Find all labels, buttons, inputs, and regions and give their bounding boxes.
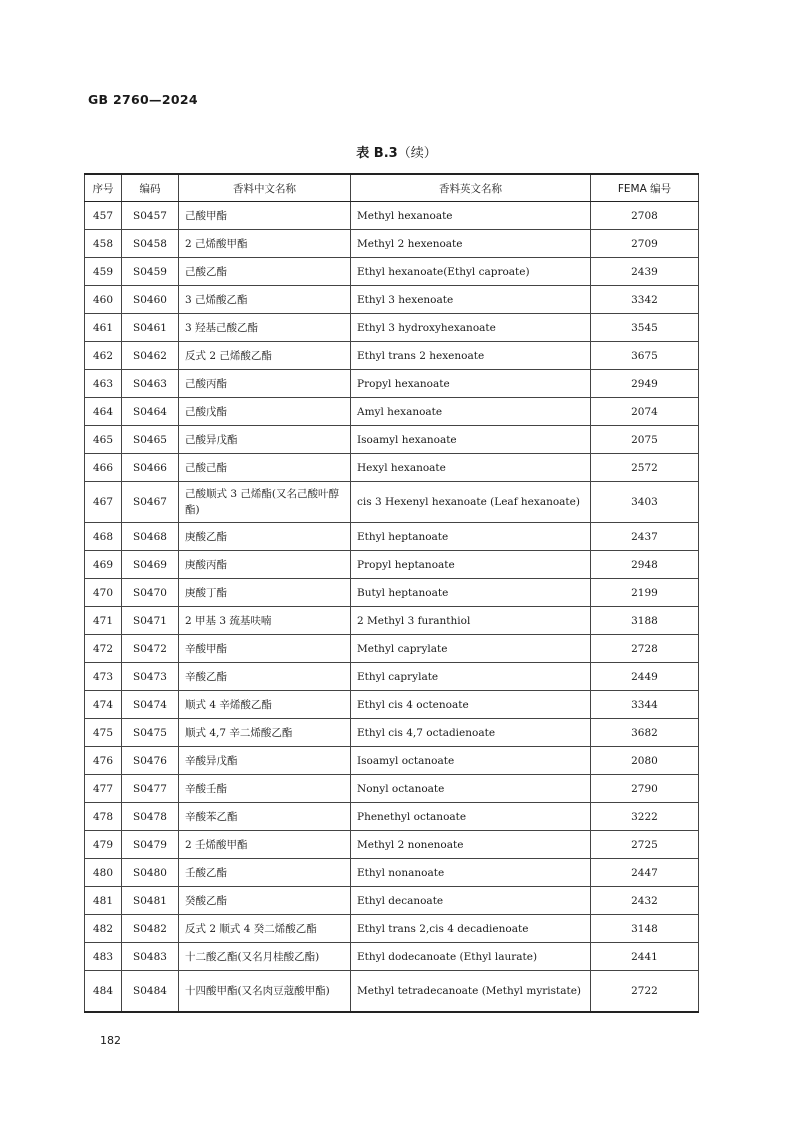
cell-serial: 459 — [85, 258, 122, 286]
cell-serial: 479 — [85, 831, 122, 859]
cell-fema-number: 3222 — [591, 803, 699, 831]
cell-fema-number: 2199 — [591, 579, 699, 607]
cell-english-name: Isoamyl hexanoate — [351, 426, 591, 454]
cell-serial: 484 — [85, 971, 122, 1013]
cell-chinese-name: 壬酸乙酯 — [179, 859, 351, 887]
cell-chinese-name: 辛酸异戊酯 — [179, 747, 351, 775]
cell-english-name: Ethyl trans 2 hexenoate — [351, 342, 591, 370]
cell-english-name: Ethyl dodecanoate (Ethyl laurate) — [351, 943, 591, 971]
cell-english-name: Ethyl nonanoate — [351, 859, 591, 887]
cell-english-name: Butyl heptanoate — [351, 579, 591, 607]
cell-serial: 477 — [85, 775, 122, 803]
cell-serial: 481 — [85, 887, 122, 915]
cell-english-name: Nonyl octanoate — [351, 775, 591, 803]
cell-english-name: cis 3 Hexenyl hexanoate (Leaf hexanoate) — [351, 482, 591, 523]
cell-english-name: Propyl heptanoate — [351, 551, 591, 579]
table-row — [85, 370, 699, 398]
table-row — [85, 482, 699, 523]
cell-code: S0477 — [122, 775, 179, 803]
cell-fema-number: 2722 — [591, 971, 699, 1013]
cell-code: S0483 — [122, 943, 179, 971]
cell-code: S0464 — [122, 398, 179, 426]
cell-fema-number: 2074 — [591, 398, 699, 426]
cell-english-name: Amyl hexanoate — [351, 398, 591, 426]
cell-chinese-name: 反式 2 顺式 4 癸二烯酸乙酯 — [179, 915, 351, 943]
cell-english-name: Hexyl hexanoate — [351, 454, 591, 482]
cell-fema-number: 2447 — [591, 859, 699, 887]
cell-serial: 457 — [85, 202, 122, 230]
cell-english-name: Methyl caprylate — [351, 635, 591, 663]
cell-english-name: 2 Methyl 3 furanthiol — [351, 607, 591, 635]
cell-serial: 465 — [85, 426, 122, 454]
table-header-row — [85, 174, 699, 202]
cell-code: S0461 — [122, 314, 179, 342]
cell-code: S0467 — [122, 482, 179, 523]
table-row — [85, 551, 699, 579]
cell-serial: 463 — [85, 370, 122, 398]
cell-chinese-name: 顺式 4 辛烯酸乙酯 — [179, 691, 351, 719]
cell-fema-number: 3675 — [591, 342, 699, 370]
table-row — [85, 859, 699, 887]
cell-code: S0470 — [122, 579, 179, 607]
cell-code: S0478 — [122, 803, 179, 831]
cell-english-name: Methyl 2 hexenoate — [351, 230, 591, 258]
cell-chinese-name: 己酸异戊酯 — [179, 426, 351, 454]
flavor-table — [84, 173, 699, 1013]
cell-fema-number: 2432 — [591, 887, 699, 915]
cell-fema-number: 2075 — [591, 426, 699, 454]
table-row — [85, 230, 699, 258]
cell-english-name: Ethyl heptanoate — [351, 523, 591, 551]
cell-code: S0460 — [122, 286, 179, 314]
table-continued-note: （续） — [397, 146, 437, 161]
cell-chinese-name: 2 己烯酸甲酯 — [179, 230, 351, 258]
cell-code: S0473 — [122, 663, 179, 691]
cell-fema-number: 2441 — [591, 943, 699, 971]
cell-chinese-name: 己酸乙酯 — [179, 258, 351, 286]
cell-serial: 470 — [85, 579, 122, 607]
table-title-text: 表 B.3 — [356, 146, 398, 161]
cell-english-name: Ethyl trans 2,cis 4 decadienoate — [351, 915, 591, 943]
cell-serial: 472 — [85, 635, 122, 663]
cell-serial: 476 — [85, 747, 122, 775]
cell-fema-number: 3545 — [591, 314, 699, 342]
cell-chinese-name: 十四酸甲酯(又名肉豆蔻酸甲酯) — [179, 971, 351, 1013]
cell-english-name: Isoamyl octanoate — [351, 747, 591, 775]
cell-chinese-name: 十二酸乙酯(又名月桂酸乙酯) — [179, 943, 351, 971]
cell-code: S0457 — [122, 202, 179, 230]
cell-serial: 466 — [85, 454, 122, 482]
cell-serial: 478 — [85, 803, 122, 831]
cell-english-name: Ethyl cis 4,7 octadienoate — [351, 719, 591, 747]
cell-fema-number: 3344 — [591, 691, 699, 719]
cell-chinese-name: 辛酸苯乙酯 — [179, 803, 351, 831]
cell-fema-number: 3148 — [591, 915, 699, 943]
cell-english-name: Ethyl caprylate — [351, 663, 591, 691]
cell-fema-number: 3188 — [591, 607, 699, 635]
table-row — [85, 943, 699, 971]
table-row — [85, 342, 699, 370]
cell-code: S0479 — [122, 831, 179, 859]
header-code: 编码 — [122, 174, 179, 202]
cell-english-name: Methyl 2 nonenoate — [351, 831, 591, 859]
table-row — [85, 286, 699, 314]
cell-fema-number: 3682 — [591, 719, 699, 747]
header-fema-number: FEMA 编号 — [591, 174, 699, 202]
header-english-name: 香料英文名称 — [351, 174, 591, 202]
cell-fema-number: 2709 — [591, 230, 699, 258]
cell-serial: 458 — [85, 230, 122, 258]
table-row — [85, 314, 699, 342]
table-row — [85, 258, 699, 286]
table-row — [85, 719, 699, 747]
cell-serial: 461 — [85, 314, 122, 342]
cell-fema-number: 2728 — [591, 635, 699, 663]
table-row — [85, 426, 699, 454]
cell-code: S0463 — [122, 370, 179, 398]
header-chinese-name: 香料中文名称 — [179, 174, 351, 202]
table-title — [0, 142, 793, 161]
table-row — [85, 691, 699, 719]
cell-code: S0482 — [122, 915, 179, 943]
table-row — [85, 915, 699, 943]
cell-code: S0471 — [122, 607, 179, 635]
cell-fema-number: 2949 — [591, 370, 699, 398]
cell-serial: 475 — [85, 719, 122, 747]
cell-chinese-name: 己酸戊酯 — [179, 398, 351, 426]
cell-chinese-name: 辛酸乙酯 — [179, 663, 351, 691]
cell-code: S0468 — [122, 523, 179, 551]
cell-english-name: Ethyl cis 4 octenoate — [351, 691, 591, 719]
standard-number: GB 2760—2024 — [88, 92, 198, 107]
table-row — [85, 663, 699, 691]
table-row — [85, 398, 699, 426]
table-row — [85, 579, 699, 607]
header-serial: 序号 — [85, 174, 122, 202]
cell-chinese-name: 癸酸乙酯 — [179, 887, 351, 915]
cell-english-name: Propyl hexanoate — [351, 370, 591, 398]
cell-chinese-name: 庚酸乙酯 — [179, 523, 351, 551]
table-row — [85, 971, 699, 1013]
cell-chinese-name: 己酸丙酯 — [179, 370, 351, 398]
cell-serial: 467 — [85, 482, 122, 523]
table-row — [85, 202, 699, 230]
cell-chinese-name: 2 壬烯酸甲酯 — [179, 831, 351, 859]
cell-fema-number: 2439 — [591, 258, 699, 286]
cell-code: S0476 — [122, 747, 179, 775]
cell-fema-number: 2725 — [591, 831, 699, 859]
cell-fema-number: 3342 — [591, 286, 699, 314]
cell-chinese-name: 辛酸壬酯 — [179, 775, 351, 803]
cell-serial: 473 — [85, 663, 122, 691]
cell-serial: 482 — [85, 915, 122, 943]
cell-serial: 464 — [85, 398, 122, 426]
cell-fema-number: 2437 — [591, 523, 699, 551]
cell-serial: 469 — [85, 551, 122, 579]
cell-code: S0465 — [122, 426, 179, 454]
table-row — [85, 775, 699, 803]
cell-fema-number: 2080 — [591, 747, 699, 775]
cell-chinese-name: 3 羟基己酸乙酯 — [179, 314, 351, 342]
cell-chinese-name: 己酸己酯 — [179, 454, 351, 482]
cell-serial: 480 — [85, 859, 122, 887]
cell-english-name: Methyl hexanoate — [351, 202, 591, 230]
cell-code: S0474 — [122, 691, 179, 719]
table-row — [85, 831, 699, 859]
cell-fema-number: 2572 — [591, 454, 699, 482]
table-body — [85, 202, 699, 1013]
cell-serial: 460 — [85, 286, 122, 314]
cell-chinese-name: 庚酸丙酯 — [179, 551, 351, 579]
table-row — [85, 747, 699, 775]
cell-code: S0481 — [122, 887, 179, 915]
cell-chinese-name: 己酸甲酯 — [179, 202, 351, 230]
table-row — [85, 803, 699, 831]
table-row — [85, 887, 699, 915]
cell-fema-number: 2790 — [591, 775, 699, 803]
cell-code: S0480 — [122, 859, 179, 887]
cell-english-name: Ethyl 3 hydroxyhexanoate — [351, 314, 591, 342]
cell-code: S0472 — [122, 635, 179, 663]
cell-english-name: Ethyl 3 hexenoate — [351, 286, 591, 314]
cell-chinese-name: 己酸顺式 3 己烯酯(又名己酸叶醇酯) — [179, 482, 351, 523]
table-row — [85, 607, 699, 635]
cell-serial: 474 — [85, 691, 122, 719]
cell-code: S0469 — [122, 551, 179, 579]
table-row — [85, 454, 699, 482]
page-number: 182 — [100, 1034, 121, 1047]
cell-chinese-name: 3 己烯酸乙酯 — [179, 286, 351, 314]
cell-chinese-name: 顺式 4,7 辛二烯酸乙酯 — [179, 719, 351, 747]
cell-serial: 471 — [85, 607, 122, 635]
cell-code: S0466 — [122, 454, 179, 482]
cell-chinese-name: 辛酸甲酯 — [179, 635, 351, 663]
cell-chinese-name: 庚酸丁酯 — [179, 579, 351, 607]
cell-code: S0459 — [122, 258, 179, 286]
cell-chinese-name: 反式 2 己烯酸乙酯 — [179, 342, 351, 370]
cell-code: S0475 — [122, 719, 179, 747]
cell-serial: 468 — [85, 523, 122, 551]
cell-english-name: Ethyl decanoate — [351, 887, 591, 915]
cell-fema-number: 2449 — [591, 663, 699, 691]
cell-code: S0458 — [122, 230, 179, 258]
cell-fema-number: 2948 — [591, 551, 699, 579]
cell-serial: 462 — [85, 342, 122, 370]
table-row — [85, 523, 699, 551]
cell-english-name: Methyl tetradecanoate (Methyl myristate) — [351, 971, 591, 1013]
cell-code: S0462 — [122, 342, 179, 370]
cell-fema-number: 2708 — [591, 202, 699, 230]
cell-english-name: Ethyl hexanoate(Ethyl caproate) — [351, 258, 591, 286]
table-row — [85, 635, 699, 663]
cell-english-name: Phenethyl octanoate — [351, 803, 591, 831]
cell-code: S0484 — [122, 971, 179, 1013]
cell-chinese-name: 2 甲基 3 巯基呋喃 — [179, 607, 351, 635]
cell-fema-number: 3403 — [591, 482, 699, 523]
cell-serial: 483 — [85, 943, 122, 971]
